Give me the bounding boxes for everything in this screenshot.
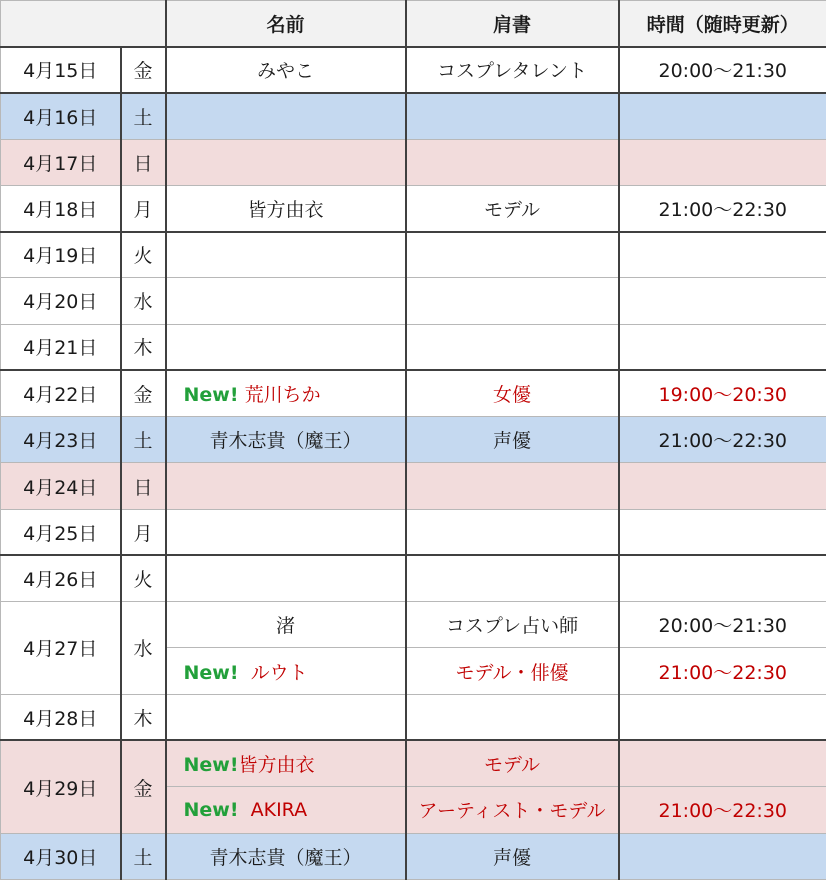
header-title: 肩書 [406,1,619,47]
new-badge: New! [183,384,239,407]
schedule-body [1,47,826,880]
table-row [1,555,826,601]
header-date [1,1,166,47]
performer-time: 21:00～22:30 [658,430,787,453]
title-cell [406,833,619,879]
title-cell [406,787,619,833]
table-row [1,324,826,370]
name-cell [166,47,406,93]
performer-title: コスプレタレント [436,60,587,83]
date-cell: 4月22日 [1,370,121,416]
name-wrap [167,750,405,777]
title-cell [406,694,619,740]
title-cell [406,417,619,463]
time-cell [619,278,826,324]
date-cell: 4月23日 [1,417,121,463]
performer-name: みやこ [256,60,314,83]
weekday-cell: 日 [121,139,166,185]
date-cell: 4月18日 [1,185,121,231]
time-cell [619,93,826,139]
time-cell [619,648,826,694]
new-badge: New! [183,798,239,821]
date-cell: 4月27日 [1,602,121,695]
header-name: 名前 [166,1,406,47]
performer-title: モデル [483,754,541,777]
weekday-cell: 金 [121,740,166,833]
weekday-cell: 木 [121,694,166,740]
title-cell [406,555,619,601]
weekday-cell: 水 [121,602,166,695]
table-row [1,232,826,278]
date-cell: 4月30日 [1,833,121,879]
name-cell [166,139,406,185]
date-cell: 4月17日 [1,139,121,185]
table-row [1,417,826,463]
performer-time: 21:00～22:30 [658,661,787,684]
performer-name: 荒川ちか [244,384,321,407]
time-cell [619,324,826,370]
time-cell [619,232,826,278]
performer-title: コスプレ占い師 [445,615,579,638]
date-cell: 4月21日 [1,324,121,370]
date-cell: 4月20日 [1,278,121,324]
title-cell [406,740,619,786]
time-cell [619,833,826,879]
name-cell [166,278,406,324]
title-cell [406,324,619,370]
weekday-cell: 月 [121,185,166,231]
name-cell [166,232,406,278]
time-cell [619,787,826,833]
time-cell [619,694,826,740]
time-cell [619,185,826,231]
table-row [1,370,826,416]
performer-name: 皆方由衣 [238,754,315,777]
title-cell [406,463,619,509]
table-row [1,740,826,786]
performer-name: ルウト [250,661,308,684]
date-cell: 4月19日 [1,232,121,278]
date-cell: 4月15日 [1,47,121,93]
date-cell: 4月24日 [1,463,121,509]
performer-title: 声優 [492,846,531,869]
date-cell: 4月29日 [1,740,121,833]
performer-time: 19:00～20:30 [658,384,787,407]
performer-name: 皆方由衣 [247,198,324,221]
name-cell [166,185,406,231]
time-cell [619,417,826,463]
name-cell [166,602,406,648]
weekday-cell: 金 [121,47,166,93]
title-cell [406,47,619,93]
name-wrap [167,380,405,407]
name-cell [166,509,406,555]
title-cell [406,232,619,278]
title-cell [406,93,619,139]
name-cell [166,694,406,740]
performer-title: 女優 [492,384,531,407]
spacer [239,662,251,684]
table-row [1,278,826,324]
date-cell: 4月26日 [1,555,121,601]
weekday-cell: 火 [121,555,166,601]
performer-time: 21:00～22:30 [658,800,787,823]
name-cell [166,833,406,879]
weekday-cell: 火 [121,232,166,278]
weekday-cell: 土 [121,93,166,139]
time-cell [619,370,826,416]
performer-name: AKIRA [250,798,308,821]
name-cell [166,463,406,509]
header-row [1,1,826,47]
name-cell [166,324,406,370]
performer-time: 20:00～21:30 [658,615,787,638]
title-cell [406,509,619,555]
name-wrap [167,658,405,685]
table-row [1,602,826,648]
weekday-cell: 日 [121,463,166,509]
performer-title: 声優 [492,430,531,453]
weekday-cell: 木 [121,324,166,370]
table-row [1,47,826,93]
weekday-cell: 月 [121,509,166,555]
header-time: 時間（随時更新） [619,1,826,47]
performer-name: 青木志貴（魔王） [209,846,362,869]
name-cell [166,787,406,833]
table-row [1,93,826,139]
date-cell: 4月16日 [1,93,121,139]
title-cell [406,278,619,324]
time-cell [619,555,826,601]
performer-name: 青木志貴（魔王） [209,430,362,453]
name-cell [166,370,406,416]
performer-title: アーティスト・モデル [418,800,606,823]
spacer [239,799,251,821]
title-cell [406,602,619,648]
table-row [1,509,826,555]
time-cell [619,463,826,509]
name-cell [166,740,406,786]
table-row [1,694,826,740]
title-cell [406,648,619,694]
name-cell [166,417,406,463]
time-cell [619,47,826,93]
title-cell [406,185,619,231]
name-cell [166,648,406,694]
weekday-cell: 土 [121,417,166,463]
performer-name: 渚 [275,615,295,638]
weekday-cell: 土 [121,833,166,879]
title-cell [406,139,619,185]
name-cell [166,93,406,139]
time-cell [619,602,826,648]
new-badge: New! [183,661,239,684]
date-cell: 4月25日 [1,509,121,555]
time-cell [619,740,826,786]
title-cell [406,370,619,416]
table-row [1,139,826,185]
performer-time: 20:00～21:30 [658,60,787,83]
table-row [1,463,826,509]
date-cell: 4月28日 [1,694,121,740]
time-cell [619,139,826,185]
table-row [1,833,826,879]
new-badge: New! [183,754,239,777]
performer-time: 21:00～22:30 [658,198,787,221]
time-cell [619,509,826,555]
weekday-cell: 水 [121,278,166,324]
table-row [1,185,826,231]
weekday-cell: 金 [121,370,166,416]
name-wrap [167,799,405,821]
performer-title: モデル・俳優 [455,661,569,684]
name-cell [166,555,406,601]
performer-title: モデル [483,198,541,221]
